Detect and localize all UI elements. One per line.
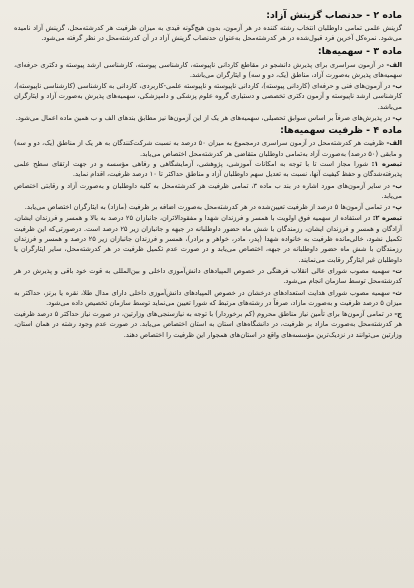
clause-lead: ج-	[394, 310, 402, 319]
note-lead: تبصره ۲:	[372, 214, 402, 223]
clause-text: در آزمون‌های فنی و حرفه‌ای (کاردانی پیوسته)، کاردانی ناپیوسته و ناپیوسته علمی-کاربردی، کاردانی به کارشناسی (کارشناسی ناپیوسته)، کارشناسی ارشد ناپیوسته و آزمون دکتری تخصصی و دستیاری گروه علوم پزشکی و دامپزشکی، سهمیه‌های پذیرش به‌صورت آزاد و ایثارگران می‌باشد.	[14, 82, 402, 111]
note-1	[14, 159, 402, 180]
article-paragraph	[14, 23, 402, 44]
clause-alef	[14, 138, 402, 159]
clause-text: ظرفیت هر کدرشته‌محل در آزمون سراسری درمجموع به میزان ۵۰ درصد به نسبت شرکت‌کنندگان به هر یک از مناطق (یک، دو و سه) و مابقی (۵۰ درصد) به‌صورت آزاد به‌تمامی داوطلبان متقاضی هر کدرشته‌محل اختصاص می‌یابد.	[14, 139, 402, 158]
clause-pe	[14, 202, 402, 212]
clause-text: سهمیه مصوب شورای عالی انقلاب فرهنگی در خصوص المپیادهای دانش‌آموزی داخلی و بین‌المللی به قوت خود باقی و پذیرش در هر کدرشته‌محل توسط سازمان انجام می‌شود.	[14, 266, 402, 286]
clause-text: در سایر آزمون‌های مورد اشاره در بند ب ماده ۳، تمامی ظرفیت هر کدرشته‌محل به کلیه داوطلبان و به‌صورت آزاد و رقابتی اختصاص می‌یابد.	[14, 181, 402, 200]
article-2	[14, 9, 402, 44]
clause-lead: پ-	[392, 114, 402, 123]
clause-lead: ت-	[392, 266, 402, 275]
clause-text: در پذیرش‌های صرفاً بر اساس سوابق تحصیلی، سهمیه‌های هر یک از این آزمون‌ها نیز مطابق بندهای الف و ب همین ماده اعمال می‌شود.	[15, 114, 391, 123]
note-2	[14, 213, 402, 264]
note-lead: تبصره ۱:	[371, 159, 402, 168]
clause-se	[14, 288, 402, 309]
article-4	[14, 124, 402, 340]
clause-text: گزینش علمی تمامی داوطلبان انتخاب رشته کننده در هر آزمون، بدون هیچ‌گونه قیدی به میزان ظرفیت هر کدرشته‌محل، گزینش آزاد نامیده می‌شود. نمره‌کل آخرین فرد قبول‌شده در هر کدرشته‌محل به‌عنوان حدنصاب گزینش آزاد در آن کدرشته‌محل در نظر گرفته می‌شود.	[14, 24, 402, 43]
clause-lead: ب-	[392, 82, 402, 91]
article-3	[14, 45, 402, 124]
article-heading: ماده ۴ - ظرفیت سهمیه‌ها:	[280, 125, 402, 137]
article-heading: ماده ۲ - حدنصاب گزینش آزاد:	[266, 10, 402, 21]
clause-text: در آزمون سراسری برای پذیرش دانشجو در مقاطع کاردانی ناپیوسته، کارشناسی پیوسته، کارشناسی ارشد پیوسته و دکتری حرفه‌ای، سهمیه‌های پذیرش به‌صورت آزاد، مناطق (یک، دو و سه) و ایثارگران می‌باشد.	[14, 60, 402, 79]
clause-be	[14, 81, 402, 112]
clause-alef	[14, 60, 402, 81]
clause-lead: پ-	[392, 203, 402, 212]
clause-text: سهمیه مصوب شورای هدایت استعدادهای درخشان در خصوص المپیادهای دانش‌آموزی داخلی دارای مدال طلا، نقره یا برنز، حداکثر به میزان ۵ درصد ظرفیت و به‌صورت مازاد، صرفاً در رشته‌های مرتبط که شورا تعیین می‌نماید توسط سازمان تخصیص داده می‌شود.	[14, 288, 402, 307]
clause-text: در تمامی آزمون‌ها ۵ درصد از ظرفیت تعیین‌شده در هر کدرشته‌محل به‌صورت اضافه بر ظرفیت (مازاد) به ایثارگران اختصاص می‌یابد.	[24, 203, 391, 212]
clause-lead: الف-	[386, 60, 402, 69]
article-heading: ماده ۳ - سهمیه‌ها:	[317, 45, 402, 57]
clause-te	[14, 266, 402, 287]
clause-pe	[14, 113, 402, 123]
clause-text: در تمامی آزمون‌ها برای تأمین نیاز مناطق محروم (کم برخوردار) با توجه به نیازسنجی‌های وزارتین، در صورت نیاز حداکثر ۵ درصد ظرفیت هر کدرشته‌محل به‌صورت مازاد بر ظرفیت، در دانشگاه‌های استان به استان اختصاص می‌یابد. در صورت عدم وجود رشته در همان استان، وزارتین می‌توانند در نزدیک‌ترین مؤسسه‌های واقع در استان‌های همجوار این ظرفیت را اختصاص دهند.	[14, 310, 402, 339]
clause-lead: ث-	[392, 288, 402, 297]
note-text: در استفاده از سهمیه فوق اولویت با همسر و فرزندان شهدا و مفقودالاثران، جانبازان ۲۵ درصد به بالا و همسر و فرزندان ایشان، آزادگان و همسر و فرزندان ایشان، رزمندگان با شش ماه حضور داوطلبانه در جبهه و جانبازان زیر ۲۵ درصد است. درصورتی‌که این ظرفیت تکمیل نشود، خالی‌مانده ظرفیت به خانواده شهدا (پدر، مادر، خواهر و برادر)، همسر و فرزندان جانبازان زیر ۲۵ درصد و همسر و فرزندان رزمندگان با شش ماه حضور داوطلبانه در جبهه، اختصاص می‌یابد و در صورت عدم تکمیل ظرفیت در هر کدرشته‌محل، سایر ایثارگران یا داوطلبان غیر ایثارگر رقابت می‌نمایند.	[14, 214, 403, 264]
clause-be	[14, 181, 402, 202]
clause-lead: الف-	[386, 139, 402, 148]
clause-jim	[14, 309, 402, 340]
clause-lead: ب-	[392, 181, 402, 190]
note-text: شورا مجاز است تا با توجه به امکانات آموزشی، پژوهشی، آزمایشگاهی و رفاهی مؤسسه و در جهت ارتقای سطح علمی پذیرفته‌شدگان و حفظ کیفیت آنها، نسبت به تعدیل سهم داوطلبان آزاد و مناطق حداکثر تا ۱۰ درصد ظرفیت، اقدام نماید.	[14, 159, 402, 179]
